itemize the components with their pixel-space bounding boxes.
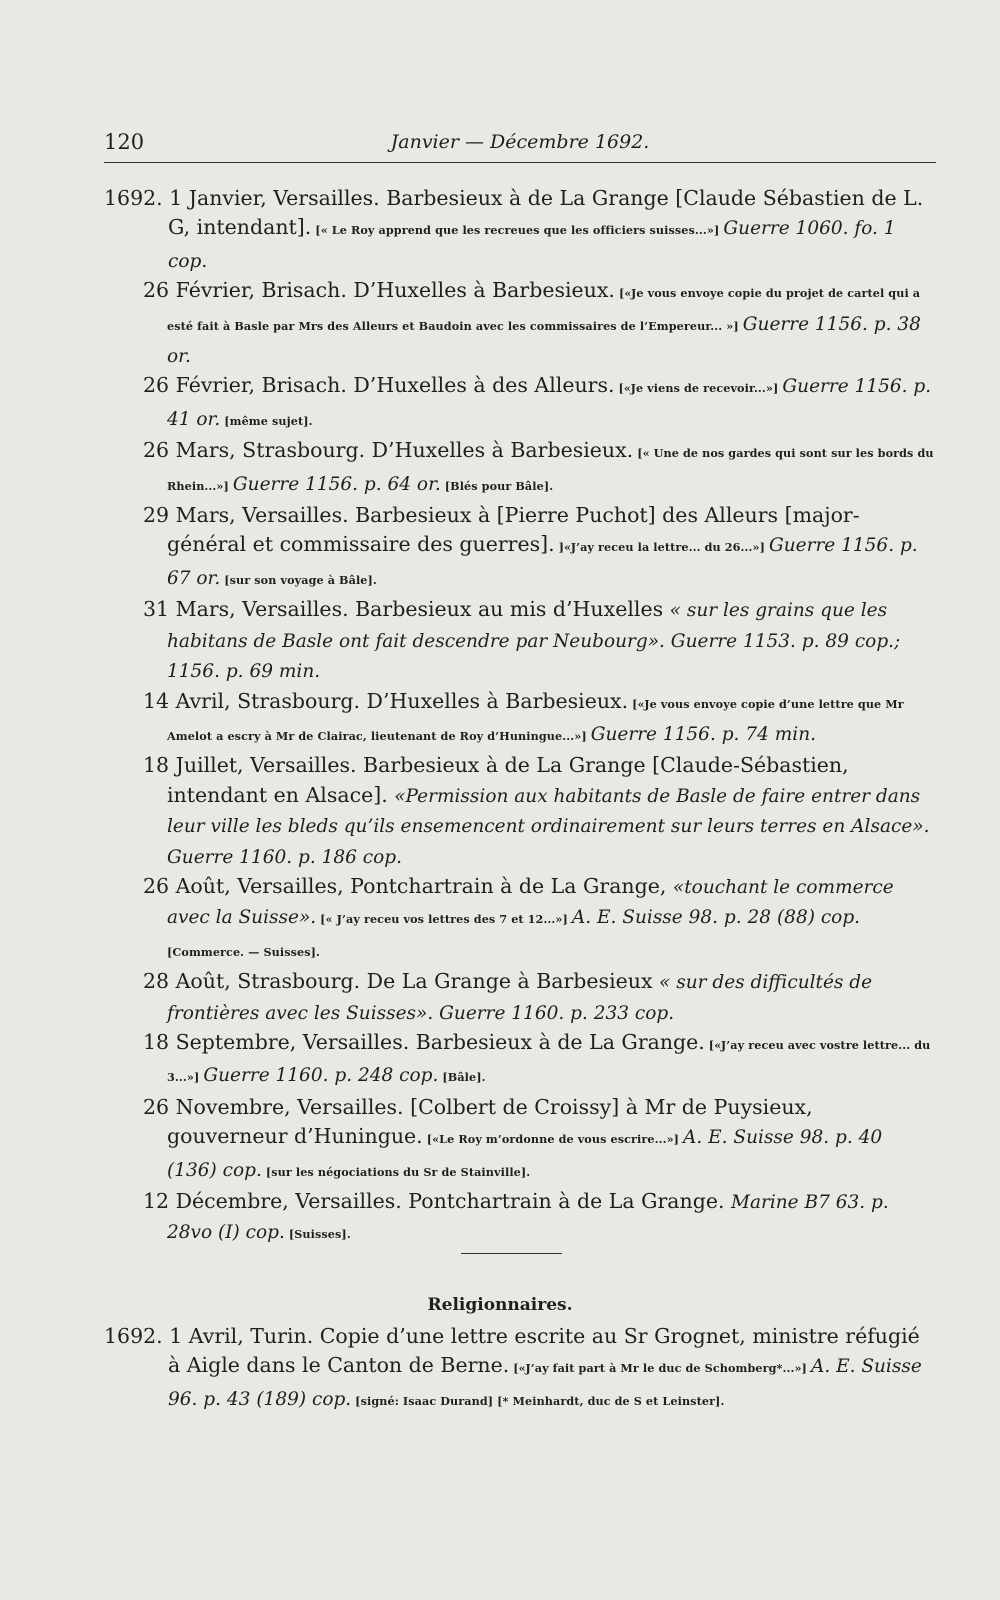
entry-text: 31 Mars, Versailles. Barbesieux au mis d’Huxelles [143, 597, 670, 622]
entry-note: [« J’ay receu vos lettres des 7 et 12...»] [316, 912, 572, 927]
entry-text: 26 Mars, Strasbourg. D’Huxelles à Barbesieux. [143, 438, 634, 463]
entry-26-novembre [104, 1093, 936, 1187]
page-header [104, 127, 936, 157]
entry-text: 28 Août, Strasbourg. De La Grange à Barbesieux [143, 969, 660, 994]
religion-entry-1692-1-avril [104, 1322, 936, 1416]
entry-source: A. E. Suisse 96. p. 43 (189) cop. [168, 1356, 922, 1410]
entry-18-septembre [104, 1028, 936, 1093]
entry-tail: [sur les négociations du Sr de Stainville]. [261, 1164, 531, 1179]
entry-tail: [Blés pour Bâle]. [440, 478, 554, 493]
entry-29-mars [104, 501, 936, 595]
entry-source: Guerre 1160. p. 248 cop. [203, 1065, 439, 1087]
entry-source: Guerre 1156. p. 67 or. [167, 535, 918, 589]
religion-section [104, 1322, 936, 1416]
entry-text: 18 Juillet, Versailles. Barbesieux à de La Grange [Claude-Sébastien, intendant en Alsace]. [143, 753, 849, 807]
entry-text: 26 Novembre, Versailles. [Colbert de Croissy] à Mr de Puysieux, gouverneur d’Huningue. [143, 1094, 813, 1149]
entry-source: A. E. Suisse 98. p. 28 (88) cop. [571, 907, 861, 929]
entry-source: A. E. Suisse 98. p. 40 (136) cop. [167, 1127, 883, 1181]
section-separator [461, 1253, 562, 1254]
entry-note: [«Je vous envoye copie du projet de cartel qui a esté fait à Basle par Mrs des Alleurs et Baudoin avec les commissaires de l’Empereur... »] [167, 286, 921, 333]
chronological-entries [104, 184, 936, 1250]
entry-italic: « sur les grains que les habitans de Basle ont fait descendre par Neubourg». Guerre 1153. p. 89 cop.; 1156. p. 69 min. [167, 600, 901, 683]
entry-28-aout [104, 967, 936, 1028]
entry-source: Guerre 1156. p. 64 or. [232, 473, 441, 495]
entry-text: 18 Septembre, Versailles. Barbesieux à de La Grange. [143, 1029, 705, 1054]
entry-text: 26 Août, Versailles, Pontchartrain à de La Grange, [143, 873, 673, 898]
entry-source: Guerre 1156. p. 38 or. [167, 313, 921, 368]
entry-31-mars [104, 595, 936, 686]
entry-source: Guerre 1156. p. 41 or. [167, 376, 932, 430]
entry-26-aout [104, 872, 936, 967]
entry-tail: [sur son voyage à Bâle]. [220, 572, 377, 587]
entry-tail: [Suisses]. [284, 1227, 351, 1242]
entry-1692-1-janvier [104, 184, 936, 276]
entry-note: [«Je vous envoye copie d’une lettre que Mr Amelot a escry à Mr de Clairac, lieutenant de Roy d’Huningue...»] [167, 696, 904, 743]
entry-italic: «Permission aux habitants de Basle de faire entrer dans leur ville les bleds qu’ils ensemencent ordinairement sur leurs terres en Alsace». Guerre 1160. p. 186 cop. [167, 785, 930, 868]
entry-tail: [Commerce. — Suisses]. [167, 944, 321, 959]
section-title: Religionnaires. [427, 1295, 573, 1315]
entry-source: Marine B7 63. p. 28vo (I) cop. [167, 1192, 889, 1244]
entry-note: [« Le Roy apprend que les recreues que les officiers suisses...»] [311, 223, 724, 238]
entry-tail: [signé: Isaac Durand] [* Meinhardt, duc de S et Leinster]. [351, 1393, 725, 1408]
entry-text: 29 Mars, Versailles. Barbesieux à [Pierre Puchot] des Alleurs [major-général et commissaire des guerres]. [143, 503, 860, 557]
entry-note: [« Une de nos gardes qui sont sur les bords du Rhein...»] [167, 446, 934, 493]
entry-note: [«J’ay receu avec vostre lettre... du 3...»] [167, 1037, 931, 1085]
entry-source: Guerre 1060. fo. 1 cop. [168, 218, 896, 272]
entry-text: 12 Décembre, Versailles. Pontchartrain à de La Grange. [143, 1189, 731, 1213]
header-rule [104, 162, 936, 163]
entry-26-mars [104, 436, 936, 501]
entry-tail: [même sujet]. [220, 413, 313, 428]
page-number: 120 [104, 130, 145, 154]
entry-italic: « sur des difficultés de frontières avec les Suisses». Guerre 1160. p. 233 cop. [167, 972, 873, 1024]
entry-note: ]«J’ay receu la lettre... du 26...»] [554, 540, 769, 555]
entry-text: 26 Février, Brisach. D’Huxelles à des Alleurs. [143, 373, 615, 398]
running-title: Janvier — Décembre 1692. [390, 131, 650, 153]
entry-26-fevrier-a [104, 276, 936, 371]
entry-text: 26 Février, Brisach. D’Huxelles à Barbesieux. [143, 278, 615, 303]
entry-source: Guerre 1156. p. 74 min. [590, 723, 816, 745]
entry-18-juillet [104, 751, 936, 872]
entry-note: [«Le Roy m’ordonne de vous escrire...»] [422, 1132, 684, 1147]
entry-text: 1692. 1 Janvier, Versailles. Barbesieux à de La Grange [Claude Sébastien de L. G, intendant]. [104, 186, 924, 240]
entry-26-fevrier-b [104, 371, 936, 436]
entry-note: [«Je viens de recevoir...»] [614, 381, 783, 396]
entry-14-avril [104, 687, 936, 752]
entry-text: 1692. 1 Avril, Turin. Copie d’une lettre escrite au Sr Grognet, ministre réfugié à Aigle dans le Canton de Berne. [104, 1324, 920, 1378]
entry-note: [«J’ay fait part à Mr le duc de Schomberg*...»] [509, 1361, 811, 1376]
entry-italic: «touchant le commerce avec la Suisse». [167, 876, 894, 929]
entry-tail: [Bâle]. [438, 1070, 486, 1085]
entry-text: 14 Avril, Strasbourg. D’Huxelles à Barbesieux. [143, 688, 629, 713]
entry-12-decembre [104, 1187, 936, 1250]
